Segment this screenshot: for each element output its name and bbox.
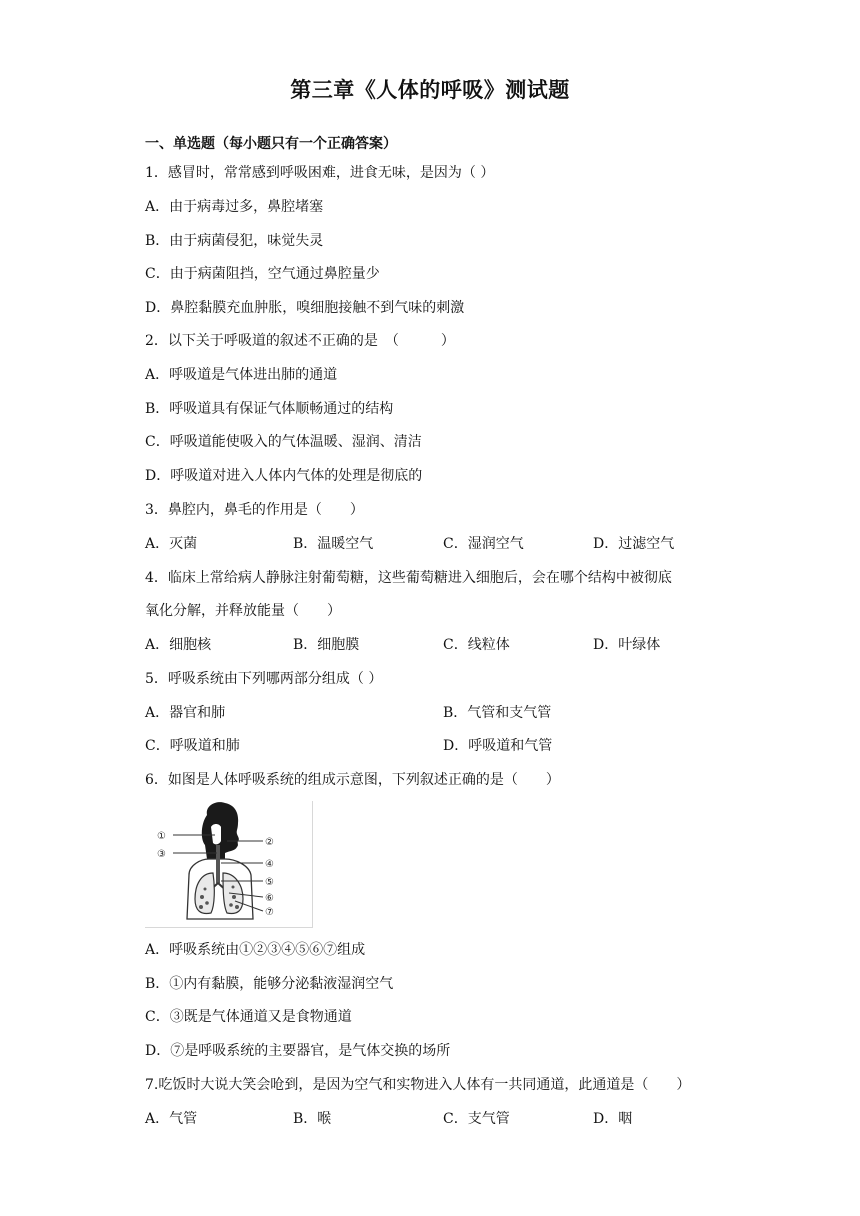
question-3-option-d: D．过滤空气 bbox=[593, 536, 675, 552]
figure-label-7: ⑦ bbox=[265, 907, 274, 918]
figure-label-2: ② bbox=[265, 837, 274, 848]
question-1-option-a: A．由于病毒过多，鼻腔堵塞 bbox=[145, 199, 324, 215]
question-7-option-d: D．咽 bbox=[593, 1111, 633, 1127]
question-1-option-c: C．由于病菌阻挡，空气通过鼻腔量少 bbox=[145, 266, 380, 282]
figure-label-4: ④ bbox=[265, 859, 274, 870]
question-1-option-b: B．由于病菌侵犯，味觉失灵 bbox=[145, 233, 324, 249]
question-3-stem: 3．鼻腔内，鼻毛的作用是（ ） bbox=[145, 502, 364, 518]
question-7-stem: 7.吃饭时大说大笑会呛到，是因为空气和实物进入人体有一共同通道，此通道是（ ） bbox=[145, 1077, 691, 1093]
question-5-option-d: D．呼吸道和气管 bbox=[443, 738, 553, 754]
question-7-option-a: A．气管 bbox=[145, 1111, 198, 1127]
question-2-option-a: A．呼吸道是气体进出肺的通道 bbox=[145, 367, 338, 383]
question-7-option-b: B．喉 bbox=[293, 1111, 332, 1127]
question-4-option-a: A．细胞核 bbox=[145, 637, 212, 653]
question-3-option-a: A．灭菌 bbox=[145, 536, 198, 552]
question-3-option-b: B．温暖空气 bbox=[293, 536, 374, 552]
question-5-stem: 5．呼吸系统由下列哪两部分组成（ ） bbox=[145, 671, 383, 687]
respiratory-system-figure bbox=[145, 801, 313, 928]
question-5-option-b: B．气管和支气管 bbox=[443, 705, 552, 721]
question-5-option-a: A．器官和肺 bbox=[145, 705, 226, 721]
trachea-shape bbox=[216, 845, 220, 883]
question-4-stem-line1: 4．临床上常给病人静脉注射葡萄糖，这些葡萄糖进入细胞后，会在哪个结构中被彻底 bbox=[145, 570, 672, 586]
question-4-stem-line2: 氧化分解，并释放能量（ ） bbox=[145, 603, 341, 619]
left-lung-shape bbox=[195, 873, 214, 913]
figure-label-3: ③ bbox=[157, 849, 166, 860]
question-2-stem: 2．以下关于呼吸道的叙述不正确的是 （ ） bbox=[145, 333, 455, 349]
figure-label-1: ① bbox=[157, 831, 166, 842]
question-3-option-c: C．湿润空气 bbox=[443, 536, 524, 552]
question-5-option-c: C．呼吸道和肺 bbox=[145, 738, 240, 754]
figure-label-5: ⑤ bbox=[265, 877, 274, 888]
question-6-option-a: A．呼吸系统由①②③④⑤⑥⑦组成 bbox=[145, 942, 366, 958]
question-4-option-c: C．线粒体 bbox=[443, 637, 510, 653]
question-6-option-c: C．③既是气体通道又是食物通道 bbox=[145, 1009, 352, 1025]
question-2-option-b: B．呼吸道具有保证气体顺畅通过的结构 bbox=[145, 401, 394, 417]
question-6-option-b: B．①内有黏膜，能够分泌黏液湿润空气 bbox=[145, 976, 394, 992]
section-heading: 一、单选题（每小题只有一个正确答案） bbox=[145, 136, 397, 152]
question-6-option-d: D．⑦是呼吸系统的主要器官，是气体交换的场所 bbox=[145, 1043, 451, 1059]
page-title: 第三章《人体的呼吸》测试题 bbox=[290, 77, 570, 102]
question-7-option-c: C．支气管 bbox=[443, 1111, 510, 1127]
question-4-option-b: B．细胞膜 bbox=[293, 637, 360, 653]
figure-label-6: ⑥ bbox=[265, 893, 274, 904]
question-2-option-c: C．呼吸道能使吸入的气体温暖、湿润、清洁 bbox=[145, 434, 422, 450]
question-1-stem: 1．感冒时，常常感到呼吸困难，进食无味，是因为（ ） bbox=[145, 165, 495, 181]
question-4-option-d: D．叶绿体 bbox=[593, 637, 661, 653]
question-2-option-d: D．呼吸道对进入人体内气体的处理是彻底的 bbox=[145, 468, 423, 484]
question-6-stem: 6．如图是人体呼吸系统的组成示意图，下列叙述正确的是（ ） bbox=[145, 772, 560, 788]
question-1-option-d: D．鼻腔黏膜充血肿胀，嗅细胞接触不到气味的刺激 bbox=[145, 300, 465, 316]
